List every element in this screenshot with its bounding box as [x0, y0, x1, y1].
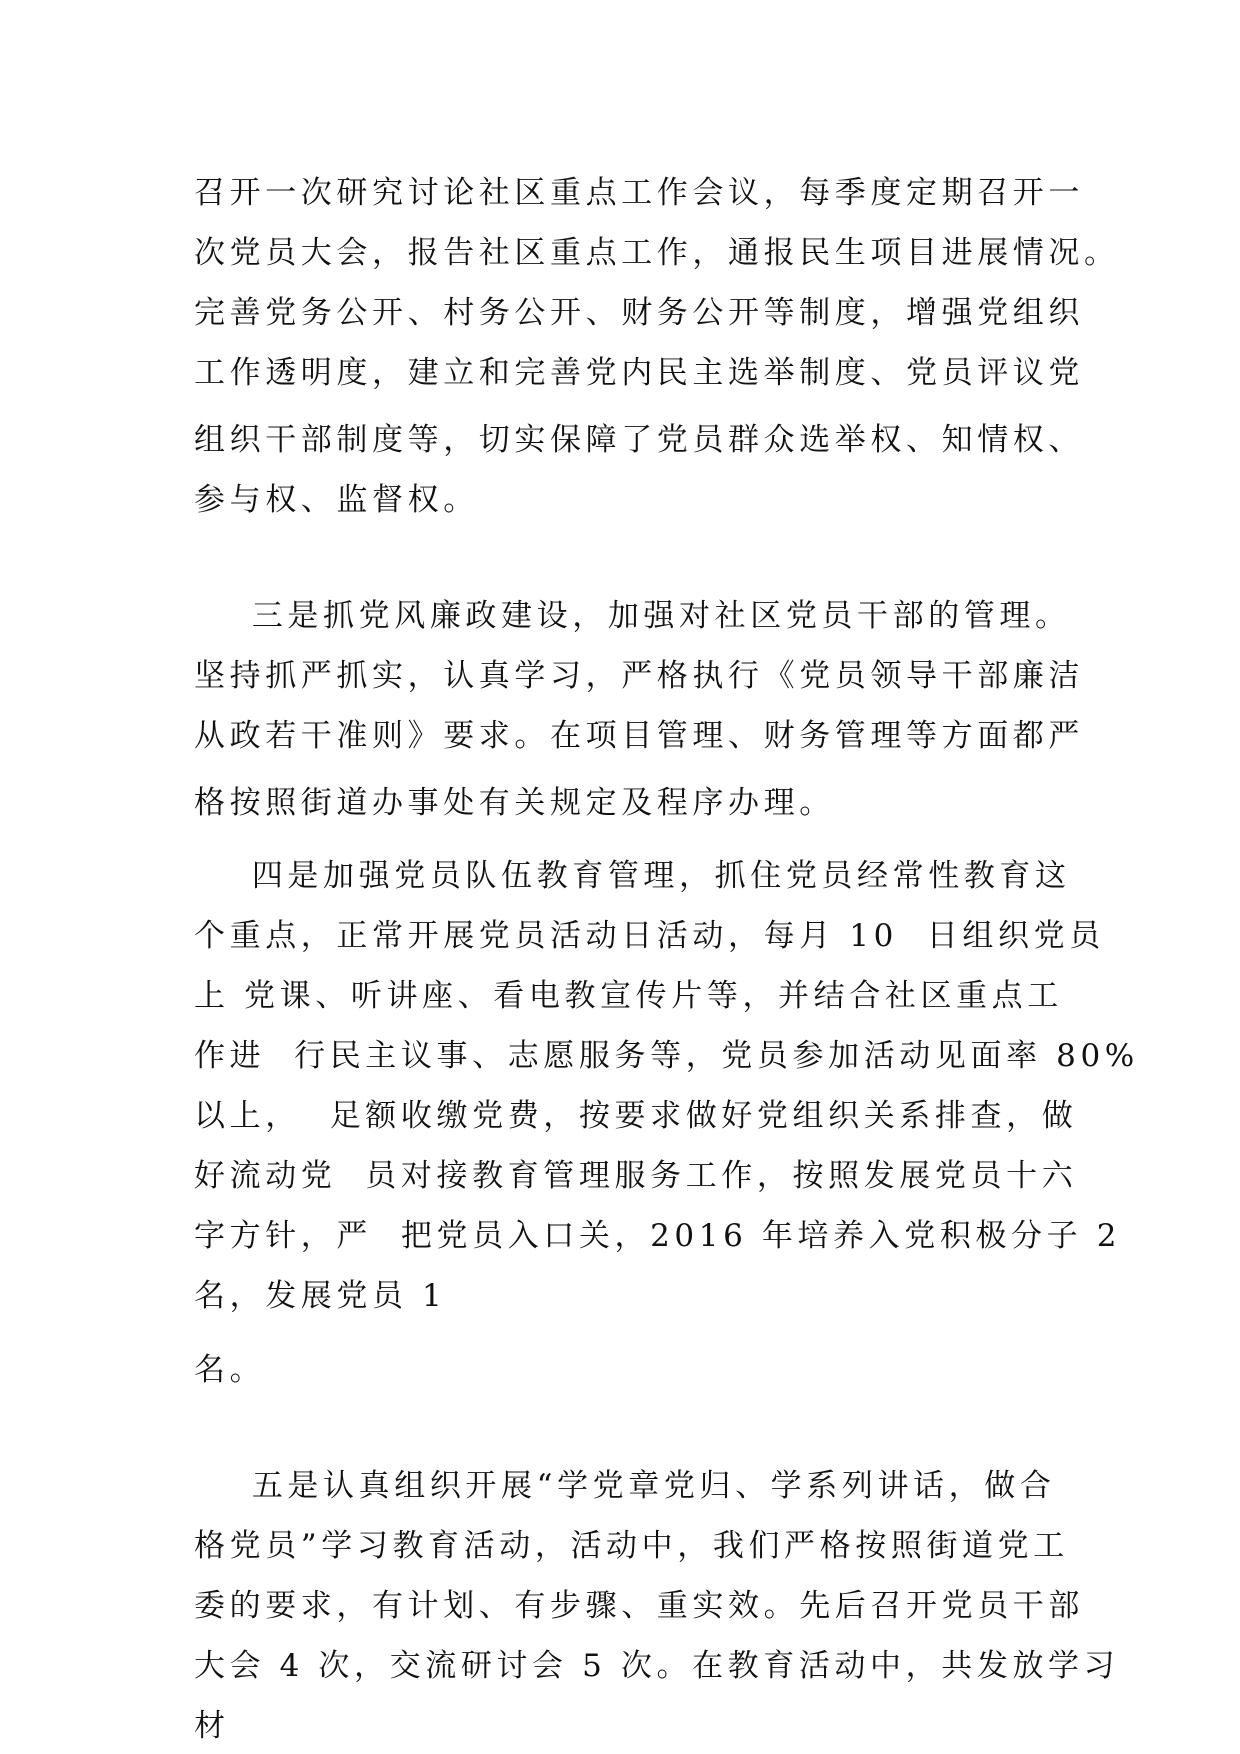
paragraph-5-start: 五是认真组织开展“学党章党归、学系列讲话，做合 [194, 1468, 1056, 1504]
body-text-line: 字方针，严 把党员入口关，2016 年培养入党积极分子 2 [194, 1218, 1122, 1254]
body-text-line: 次党员大会，报告社区重点工作，通报民生项目进展情况。 [194, 235, 1120, 271]
body-text-line: 以上， 足额收缴党费，按要求做好党组织关系排查，做 [194, 1098, 1078, 1134]
paragraph-3-start: 三是抓党风廉政建设，加强对社区党员干部的管理。 [194, 598, 1071, 634]
body-text-line: 名。 [194, 1352, 266, 1388]
body-text-line: 上 党课、听讲座、看电教宣传片等，并结合社区重点工 [194, 978, 1063, 1014]
body-text-line: 召开一次研究讨论社区重点工作会议，每季度定期召开一 [194, 175, 1084, 211]
body-text-line: 大会 4 次，交流研讨会 5 次。在教育活动中，共发放学习 [194, 1648, 1120, 1684]
body-text-line: 格按照街道办事处有关规定及程序办理。 [194, 785, 835, 821]
body-text-line: 材 [194, 1708, 230, 1744]
body-text-line: 个重点，正常开展党员活动日活动，每月 10 日组织党员 [194, 918, 1105, 954]
body-text-line: 组织干部制度等，切实保障了党员群众选举权、知情权、 [194, 422, 1084, 458]
body-text-line: 完善党务公开、村务公开、财务公开等制度，增强党组织 [194, 295, 1084, 331]
paragraph-4-start: 四是加强党员队伍教育管理，抓住党员经常性教育这 [194, 858, 1071, 894]
body-text-line: 委的要求，有计划、有步骤、重实效。先后召开党员干部 [194, 1588, 1084, 1624]
body-text-line: 作进 行民主议事、志愿服务等，党员参加活动见面率 80% [194, 1038, 1139, 1074]
body-text-line: 坚持抓严抓实，认真学习，严格执行《党员领导干部廉洁 [194, 658, 1084, 694]
body-text-line: 好流动党 员对接教育管理服务工作，按照发展党员十六 [194, 1158, 1078, 1194]
body-text-line: 参与权、监督权。 [194, 482, 479, 518]
body-text-line: 格党员”学习教育活动，活动中，我们严格按照街道党工 [194, 1528, 1069, 1564]
body-text-line: 从政若干准则》要求。在项目管理、财务管理等方面都严 [194, 718, 1084, 754]
body-text-line: 名，发展党员 1 [194, 1278, 447, 1314]
body-text-line: 工作透明度，建立和完善党内民主选举制度、党员评议党 [194, 355, 1084, 391]
